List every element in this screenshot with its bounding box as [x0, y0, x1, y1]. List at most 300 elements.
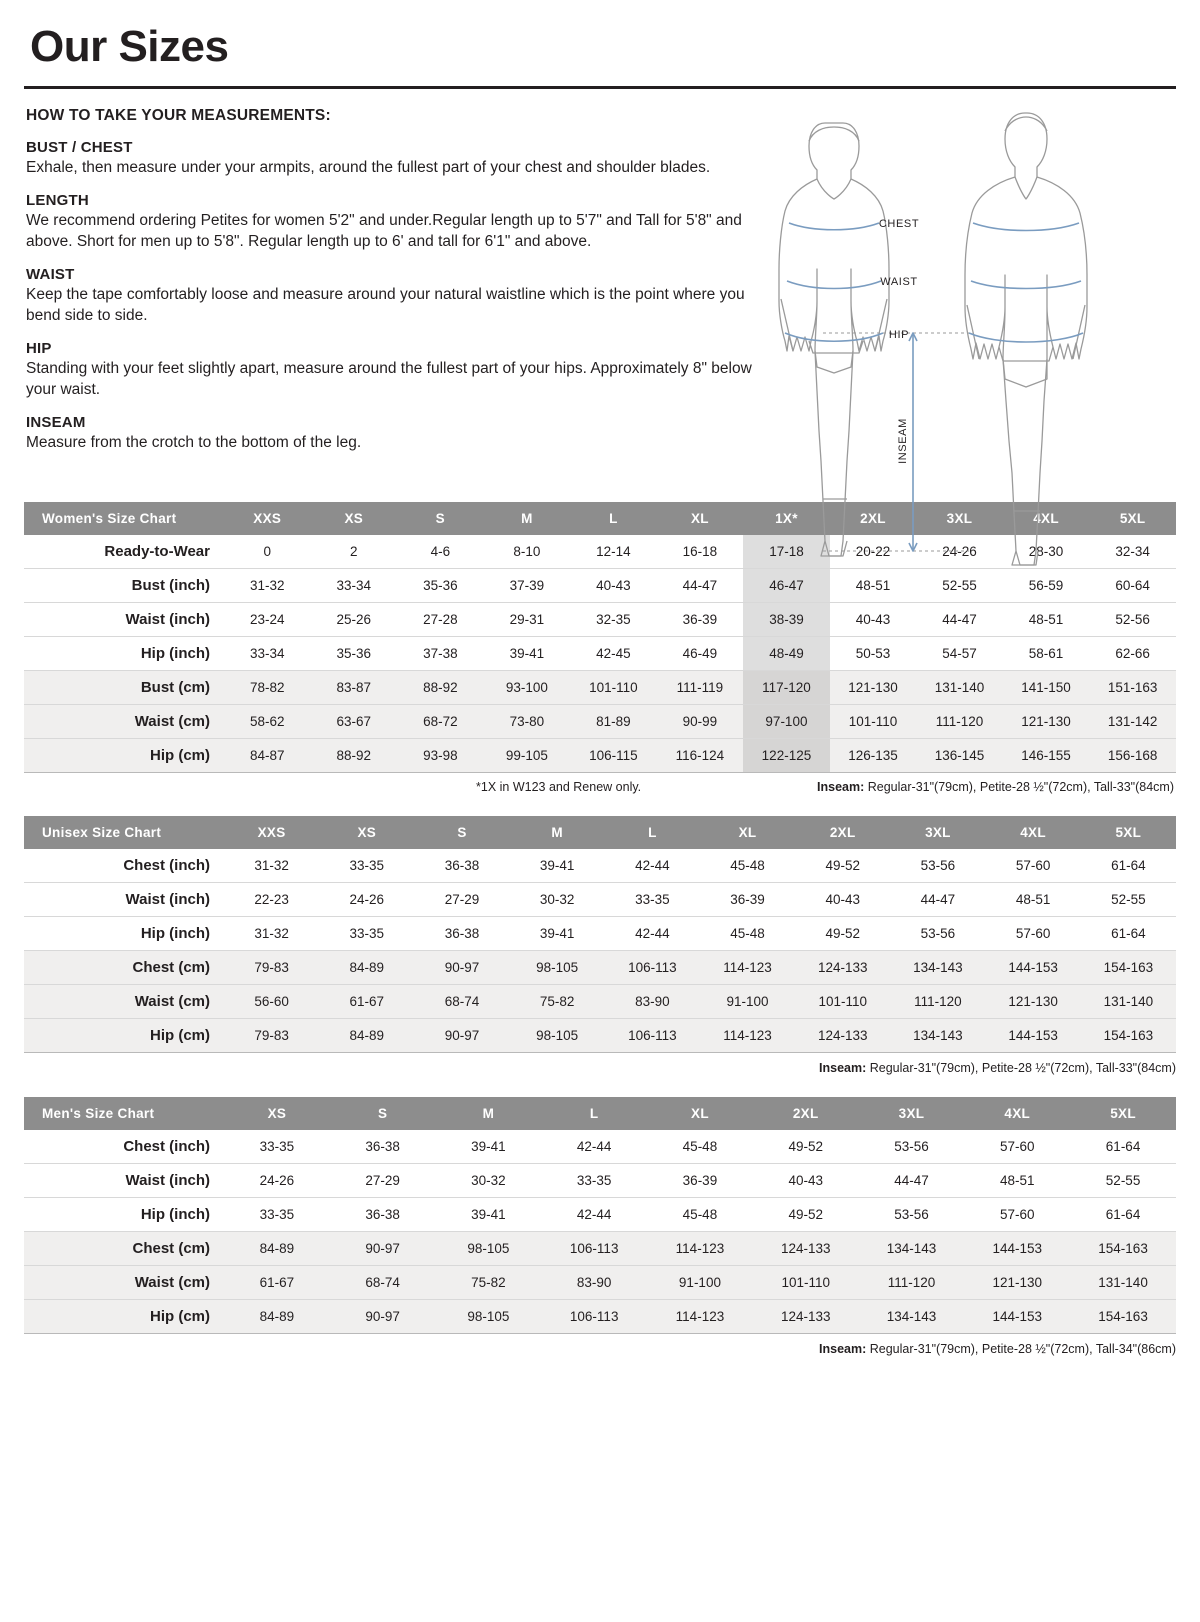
- col-header: S: [330, 1097, 436, 1130]
- cell: 30-32: [436, 1163, 542, 1197]
- cell: 57-60: [964, 1197, 1070, 1231]
- cell: 39-41: [484, 636, 571, 670]
- row-label: Hip (cm): [24, 738, 224, 772]
- table-row: [24, 916, 1176, 950]
- cell: 98-105: [436, 1231, 542, 1265]
- row-label: Hip (cm): [24, 1018, 224, 1052]
- cell: 39-41: [510, 849, 605, 883]
- cell: 144-153: [986, 950, 1081, 984]
- cell: 30-32: [510, 882, 605, 916]
- chest-label: CHEST: [878, 218, 920, 230]
- cell: 90-99: [657, 704, 744, 738]
- cell: 90-97: [414, 1018, 509, 1052]
- section-title: INSEAM: [26, 414, 86, 432]
- col-header: 2XL: [830, 502, 917, 535]
- col-header: 3XL: [859, 1097, 965, 1130]
- col-header: XL: [700, 816, 795, 849]
- mens-inseam-note: [24, 1342, 1176, 1356]
- womens-footnote: *1X in W123 and Renew only.: [476, 779, 642, 794]
- table-row: [24, 1130, 1176, 1164]
- section-title: HIP: [26, 340, 52, 358]
- cell: 88-92: [311, 738, 398, 772]
- cell: 49-52: [795, 849, 890, 883]
- cell: 111-119: [657, 670, 744, 704]
- cell: 68-74: [330, 1265, 436, 1299]
- section-body: We recommend ordering Petites for women 5'2" and under.Regular length up to 5'7" and Tall for 5'8" and above. Short for men up to 5'8". Regular length up to 6' and tall for 6'1" and above.: [26, 212, 742, 250]
- cell: 17-18: [743, 535, 830, 569]
- cell: 56-60: [224, 984, 319, 1018]
- col-header: Women's Size Chart: [24, 502, 224, 535]
- cell: 61-64: [1081, 916, 1176, 950]
- cell: 37-38: [397, 636, 484, 670]
- cell: 124-133: [795, 1018, 890, 1052]
- cell: 28-30: [1003, 535, 1090, 569]
- col-header: M: [484, 502, 571, 535]
- female-figure-outline: [779, 123, 889, 556]
- cell: 101-110: [795, 984, 890, 1018]
- cell: 54-57: [916, 636, 1003, 670]
- cell: 36-38: [330, 1130, 436, 1164]
- cell: 22-23: [224, 882, 319, 916]
- col-header: XS: [311, 502, 398, 535]
- col-header: 4XL: [986, 816, 1081, 849]
- row-label: Hip (inch): [24, 916, 224, 950]
- col-header: 2XL: [753, 1097, 859, 1130]
- cell: 40-43: [830, 602, 917, 636]
- table-header-row: [24, 816, 1176, 849]
- cell: 45-48: [700, 849, 795, 883]
- inseam-label: INSEAM: [897, 418, 909, 464]
- col-header: 4XL: [964, 1097, 1070, 1130]
- cell: 84-89: [319, 1018, 414, 1052]
- col-header: L: [541, 1097, 647, 1130]
- table-row: [24, 950, 1176, 984]
- col-header: XS: [224, 1097, 330, 1130]
- cell: 79-83: [224, 1018, 319, 1052]
- section-bust-chest: [26, 139, 759, 178]
- cell: 45-48: [700, 916, 795, 950]
- col-header: 5XL: [1070, 1097, 1176, 1130]
- section-title: WAIST: [26, 266, 75, 284]
- cell: 114-123: [647, 1231, 753, 1265]
- cell: 84-87: [224, 738, 311, 772]
- col-header: 2XL: [795, 816, 890, 849]
- cell: 57-60: [986, 849, 1081, 883]
- cell: 75-82: [436, 1265, 542, 1299]
- cell: 154-163: [1081, 1018, 1176, 1052]
- table-row: [24, 636, 1176, 670]
- cell: 75-82: [510, 984, 605, 1018]
- figures-svg: [763, 101, 1153, 571]
- inseam-note-value: Regular-31"(79cm), Petite-28 ½"(72cm), Tall-33"(84cm): [866, 1060, 1176, 1075]
- cell: 134-143: [859, 1231, 965, 1265]
- col-header: S: [414, 816, 509, 849]
- cell: 36-39: [647, 1163, 753, 1197]
- cell: 36-38: [414, 916, 509, 950]
- cell: 46-49: [657, 636, 744, 670]
- cell: 42-44: [541, 1130, 647, 1164]
- row-label: Ready-to-Wear: [24, 535, 224, 569]
- cell: 33-34: [311, 568, 398, 602]
- col-header: 4XL: [1003, 502, 1090, 535]
- cell: 83-90: [605, 984, 700, 1018]
- table-row: [24, 1299, 1176, 1333]
- cell: 83-87: [311, 670, 398, 704]
- cell: 151-163: [1089, 670, 1176, 704]
- section-hip: [26, 340, 759, 400]
- cell: 52-55: [1081, 882, 1176, 916]
- cell: 73-80: [484, 704, 571, 738]
- cell: 50-53: [830, 636, 917, 670]
- mens-size-chart: [24, 1097, 1176, 1334]
- cell: 48-51: [964, 1163, 1070, 1197]
- row-label: Hip (cm): [24, 1299, 224, 1333]
- cell: 106-115: [570, 738, 657, 772]
- cell: 49-52: [753, 1130, 859, 1164]
- cell: 42-44: [541, 1197, 647, 1231]
- cell: 36-38: [414, 849, 509, 883]
- row-label: Chest (inch): [24, 1130, 224, 1164]
- col-header: M: [510, 816, 605, 849]
- cell: 106-113: [541, 1299, 647, 1333]
- female-measure-lines: [785, 223, 883, 341]
- section-length: [26, 192, 759, 252]
- cell: 33-34: [224, 636, 311, 670]
- table-row: [24, 1265, 1176, 1299]
- col-header: Unisex Size Chart: [24, 816, 224, 849]
- cell: 101-110: [753, 1265, 859, 1299]
- cell: 40-43: [570, 568, 657, 602]
- cell: 48-51: [830, 568, 917, 602]
- cell: 98-105: [510, 950, 605, 984]
- col-header: Men's Size Chart: [24, 1097, 224, 1130]
- cell: 33-35: [319, 849, 414, 883]
- cell: 114-123: [700, 950, 795, 984]
- intro-and-figures: [24, 89, 1176, 468]
- instructions-heading: HOW TO TAKE YOUR MEASUREMENTS:: [26, 107, 331, 124]
- cell: 146-155: [1003, 738, 1090, 772]
- cell: 134-143: [859, 1299, 965, 1333]
- section-title: LENGTH: [26, 192, 89, 210]
- cell: 33-35: [224, 1130, 330, 1164]
- table-row: [24, 670, 1176, 704]
- cell: 48-49: [743, 636, 830, 670]
- cell: 32-34: [1089, 535, 1176, 569]
- cell: 36-39: [657, 602, 744, 636]
- col-header: 1X*: [743, 502, 830, 535]
- cell: 46-47: [743, 568, 830, 602]
- cell: 39-41: [510, 916, 605, 950]
- body-measurement-figures: [759, 107, 1176, 468]
- col-header: XXS: [224, 816, 319, 849]
- row-label: Waist (cm): [24, 704, 224, 738]
- hip-label: HIP: [888, 329, 910, 341]
- inseam-arrow: [909, 333, 917, 551]
- table-row: [24, 704, 1176, 738]
- cell: 57-60: [986, 916, 1081, 950]
- cell: 53-56: [890, 916, 985, 950]
- cell: 124-133: [753, 1231, 859, 1265]
- table-row: [24, 738, 1176, 772]
- cell: 101-110: [830, 704, 917, 738]
- row-label: Chest (cm): [24, 1231, 224, 1265]
- row-label: Waist (inch): [24, 602, 224, 636]
- cell: 106-113: [605, 950, 700, 984]
- cell: 40-43: [753, 1163, 859, 1197]
- cell: 114-123: [700, 1018, 795, 1052]
- cell: 53-56: [890, 849, 985, 883]
- cell: 144-153: [964, 1231, 1070, 1265]
- col-header: XS: [319, 816, 414, 849]
- cell: 134-143: [890, 950, 985, 984]
- cell: 42-45: [570, 636, 657, 670]
- cell: 0: [224, 535, 311, 569]
- table-row: [24, 1197, 1176, 1231]
- cell: 36-39: [700, 882, 795, 916]
- cell: 156-168: [1089, 738, 1176, 772]
- cell: 52-55: [1070, 1163, 1176, 1197]
- cell: 84-89: [224, 1231, 330, 1265]
- cell: 117-120: [743, 670, 830, 704]
- section-body: Exhale, then measure under your armpits, around the fullest part of your chest and shoulder blades.: [26, 159, 711, 176]
- cell: 42-44: [605, 916, 700, 950]
- cell: 2: [311, 535, 398, 569]
- cell: 35-36: [397, 568, 484, 602]
- cell: 42-44: [605, 849, 700, 883]
- table-row: [24, 1163, 1176, 1197]
- womens-inseam-note: [817, 780, 1174, 794]
- row-label: Bust (inch): [24, 568, 224, 602]
- cell: 134-143: [890, 1018, 985, 1052]
- page-title: Our Sizes: [30, 22, 229, 71]
- cell: 33-35: [605, 882, 700, 916]
- table-row: [24, 882, 1176, 916]
- inseam-guides: [823, 333, 969, 551]
- col-header: 5XL: [1089, 502, 1176, 535]
- cell: 154-163: [1081, 950, 1176, 984]
- cell: 91-100: [647, 1265, 753, 1299]
- cell: 40-43: [795, 882, 890, 916]
- cell: 29-31: [484, 602, 571, 636]
- cell: 114-123: [647, 1299, 753, 1333]
- measurement-instructions: [24, 107, 759, 468]
- cell: 20-22: [830, 535, 917, 569]
- cell: 84-89: [319, 950, 414, 984]
- cell: 121-130: [964, 1265, 1070, 1299]
- row-label: Waist (inch): [24, 882, 224, 916]
- cell: 45-48: [647, 1130, 753, 1164]
- cell: 25-26: [311, 602, 398, 636]
- section-body: Standing with your feet slightly apart, measure around the fullest part of your hips. Approximately 8" below your waist.: [26, 360, 752, 398]
- cell: 124-133: [753, 1299, 859, 1333]
- cell: 106-113: [541, 1231, 647, 1265]
- cell: 61-64: [1070, 1130, 1176, 1164]
- womens-notes: [24, 780, 1176, 794]
- unisex-size-chart: [24, 816, 1176, 1053]
- unisex-size-chart-wrap: [24, 816, 1176, 1075]
- cell: 78-82: [224, 670, 311, 704]
- unisex-table-body: [24, 849, 1176, 1053]
- table-row: [24, 1231, 1176, 1265]
- cell: 68-74: [414, 984, 509, 1018]
- row-label: Chest (inch): [24, 849, 224, 883]
- cell: 31-32: [224, 568, 311, 602]
- cell: 93-98: [397, 738, 484, 772]
- cell: 62-66: [1089, 636, 1176, 670]
- cell: 45-48: [647, 1197, 753, 1231]
- cell: 44-47: [657, 568, 744, 602]
- cell: 24-26: [916, 535, 1003, 569]
- cell: 38-39: [743, 602, 830, 636]
- col-header: L: [570, 502, 657, 535]
- cell: 60-64: [1089, 568, 1176, 602]
- row-label: Bust (cm): [24, 670, 224, 704]
- cell: 48-51: [1003, 602, 1090, 636]
- col-header: XL: [647, 1097, 753, 1130]
- cell: 33-35: [541, 1163, 647, 1197]
- cell: 131-140: [1070, 1265, 1176, 1299]
- cell: 8-10: [484, 535, 571, 569]
- cell: 39-41: [436, 1197, 542, 1231]
- row-label: Waist (cm): [24, 984, 224, 1018]
- row-label: Hip (inch): [24, 1197, 224, 1231]
- cell: 61-64: [1081, 849, 1176, 883]
- cell: 88-92: [397, 670, 484, 704]
- cell: 122-125: [743, 738, 830, 772]
- cell: 131-140: [916, 670, 1003, 704]
- cell: 131-142: [1089, 704, 1176, 738]
- cell: 79-83: [224, 950, 319, 984]
- cell: 31-32: [224, 849, 319, 883]
- cell: 116-124: [657, 738, 744, 772]
- cell: 16-18: [657, 535, 744, 569]
- cell: 27-29: [330, 1163, 436, 1197]
- cell: 52-55: [916, 568, 1003, 602]
- cell: 24-26: [319, 882, 414, 916]
- table-row: [24, 568, 1176, 602]
- cell: 154-163: [1070, 1231, 1176, 1265]
- section-body: Keep the tape comfortably loose and measure around your natural waistline which is the point where you bend side to side.: [26, 286, 745, 324]
- table-row: [24, 602, 1176, 636]
- cell: 48-51: [986, 882, 1081, 916]
- waist-label: WAIST: [880, 276, 918, 288]
- cell: 84-89: [224, 1299, 330, 1333]
- male-figure-outline: [965, 113, 1087, 565]
- cell: 98-105: [436, 1299, 542, 1333]
- cell: 63-67: [311, 704, 398, 738]
- cell: 58-62: [224, 704, 311, 738]
- cell: 121-130: [1003, 704, 1090, 738]
- row-label: Chest (cm): [24, 950, 224, 984]
- cell: 111-120: [916, 704, 1003, 738]
- cell: 44-47: [916, 602, 1003, 636]
- section-title: BUST / CHEST: [26, 139, 133, 156]
- cell: 154-163: [1070, 1299, 1176, 1333]
- col-header: XXS: [224, 502, 311, 535]
- cell: 37-39: [484, 568, 571, 602]
- cell: 44-47: [890, 882, 985, 916]
- col-header: 3XL: [916, 502, 1003, 535]
- cell: 4-6: [397, 535, 484, 569]
- col-header: L: [605, 816, 700, 849]
- male-measure-lines: [969, 223, 1083, 342]
- table-row: [24, 849, 1176, 883]
- cell: 53-56: [859, 1130, 965, 1164]
- inseam-note-label: Inseam:: [819, 1060, 867, 1075]
- cell: 99-105: [484, 738, 571, 772]
- col-header: M: [436, 1097, 542, 1130]
- cell: 33-35: [224, 1197, 330, 1231]
- cell: 52-56: [1089, 602, 1176, 636]
- inseam-note-label: Inseam:: [817, 779, 865, 794]
- cell: 27-29: [414, 882, 509, 916]
- cell: 144-153: [964, 1299, 1070, 1333]
- inseam-note-label: Inseam:: [819, 1341, 867, 1356]
- cell: 12-14: [570, 535, 657, 569]
- cell: 68-72: [397, 704, 484, 738]
- size-guide-page: [0, 22, 1200, 1622]
- cell: 98-105: [510, 1018, 605, 1052]
- cell: 131-140: [1081, 984, 1176, 1018]
- cell: 81-89: [570, 704, 657, 738]
- col-header: S: [397, 502, 484, 535]
- cell: 126-135: [830, 738, 917, 772]
- cell: 36-38: [330, 1197, 436, 1231]
- cell: 57-60: [964, 1130, 1070, 1164]
- cell: 61-67: [319, 984, 414, 1018]
- cell: 111-120: [890, 984, 985, 1018]
- cell: 32-35: [570, 602, 657, 636]
- mens-table-body: [24, 1130, 1176, 1334]
- cell: 111-120: [859, 1265, 965, 1299]
- cell: 90-97: [330, 1299, 436, 1333]
- cell: 101-110: [570, 670, 657, 704]
- section-body: Measure from the crotch to the bottom of the leg.: [26, 434, 362, 452]
- col-header: 3XL: [890, 816, 985, 849]
- cell: 121-130: [830, 670, 917, 704]
- inseam-note-value: Regular-31"(79cm), Petite-28 ½"(72cm), Tall-34"(86cm): [866, 1341, 1176, 1356]
- cell: 23-24: [224, 602, 311, 636]
- cell: 49-52: [753, 1197, 859, 1231]
- section-waist: [26, 266, 759, 326]
- cell: 58-61: [1003, 636, 1090, 670]
- cell: 33-35: [319, 916, 414, 950]
- unisex-inseam-note: [24, 1061, 1176, 1075]
- table-header-row: [24, 1097, 1176, 1130]
- cell: 27-28: [397, 602, 484, 636]
- cell: 91-100: [700, 984, 795, 1018]
- row-label: Waist (cm): [24, 1265, 224, 1299]
- cell: 31-32: [224, 916, 319, 950]
- cell: 24-26: [224, 1163, 330, 1197]
- cell: 136-145: [916, 738, 1003, 772]
- cell: 44-47: [859, 1163, 965, 1197]
- cell: 144-153: [986, 1018, 1081, 1052]
- cell: 141-150: [1003, 670, 1090, 704]
- mens-size-chart-wrap: [24, 1097, 1176, 1356]
- row-label: Waist (inch): [24, 1163, 224, 1197]
- cell: 93-100: [484, 670, 571, 704]
- cell: 56-59: [1003, 568, 1090, 602]
- col-header: 5XL: [1081, 816, 1176, 849]
- cell: 90-97: [330, 1231, 436, 1265]
- cell: 61-67: [224, 1265, 330, 1299]
- cell: 53-56: [859, 1197, 965, 1231]
- cell: 90-97: [414, 950, 509, 984]
- cell: 97-100: [743, 704, 830, 738]
- table-row: [24, 1018, 1176, 1052]
- cell: 106-113: [605, 1018, 700, 1052]
